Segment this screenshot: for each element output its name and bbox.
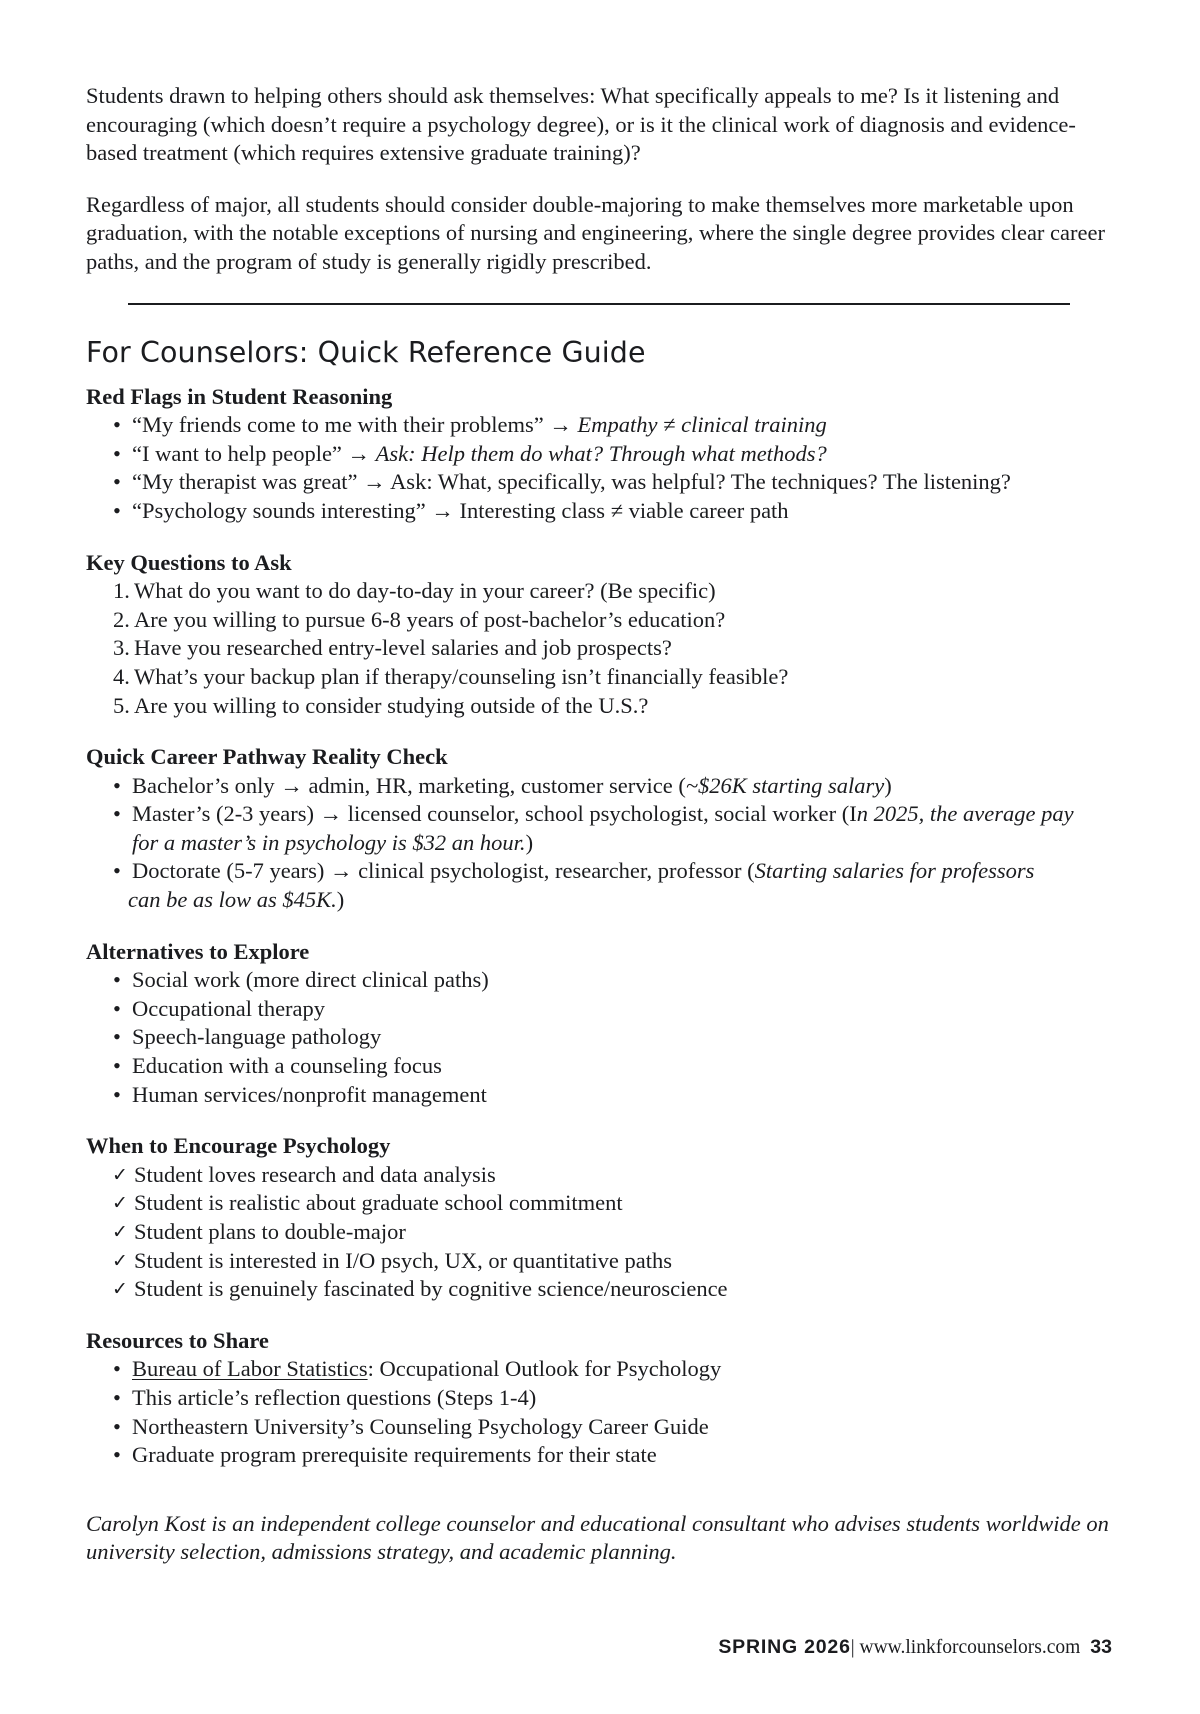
- footer-separator: |: [850, 1637, 860, 1658]
- pathway-roles: clinical psychologist, researcher, professor (: [358, 858, 755, 884]
- list-item: [86, 1275, 1120, 1304]
- pathway-note: can be as low as $45K.: [128, 887, 337, 913]
- checkmark-icon: ✓: [112, 1278, 128, 1301]
- page-footer: [718, 1635, 1112, 1660]
- list-item: [86, 772, 1120, 801]
- red-flags-list: [86, 411, 1120, 525]
- list-item: [86, 1161, 1120, 1190]
- pathway-degree: Bachelor’s only: [132, 772, 275, 798]
- resource-text: Graduate program prerequisite requirements for their state: [132, 1442, 657, 1468]
- alternatives-heading: Alternatives to Explore: [86, 938, 310, 964]
- paren-close: ): [884, 772, 892, 798]
- author-bio: Carolyn Kost is an independent college counselor and educational consultant who advises students worldwide on university selection, admissions strategy, and academic planning.: [86, 1510, 1109, 1565]
- resource-text: Northeastern University’s Counseling Psychology Career Guide: [132, 1413, 709, 1439]
- list-item: [86, 1441, 1120, 1470]
- list-item: [86, 606, 1120, 635]
- bullet-icon: •: [113, 469, 121, 495]
- pathway-note: n 2025, the average pay: [856, 801, 1074, 827]
- encourage-text: Student plans to double-major: [134, 1219, 406, 1244]
- bullet-icon: •: [113, 440, 121, 466]
- resource-text: : Occupational Outlook for Psychology: [367, 1356, 722, 1382]
- bullet-icon: •: [113, 1356, 121, 1382]
- question-text: What’s your backup plan if therapy/counseling isn’t financially feasible?: [134, 663, 789, 689]
- article-page: [86, 82, 1120, 1567]
- resource-text: This article’s reflection questions (Steps 1-4): [132, 1384, 537, 1410]
- list-item: [86, 1355, 1120, 1384]
- item-number: 3.: [113, 635, 130, 661]
- red-flag-response: Empathy ≠ clinical training: [577, 412, 827, 438]
- checkmark-icon: ✓: [112, 1192, 128, 1215]
- item-number: 4.: [113, 663, 130, 689]
- list-item: [86, 1189, 1120, 1218]
- list-item: [86, 1023, 1120, 1052]
- red-flag-response: Ask: Help them do what? Through what methods?: [375, 440, 827, 466]
- list-item: [86, 440, 1120, 469]
- resources-list: [86, 1355, 1120, 1469]
- pathway-roles: admin, HR, marketing, customer service (: [308, 772, 686, 798]
- list-item: [86, 692, 1120, 721]
- bullet-icon: •: [113, 1024, 121, 1050]
- pathway-degree: Master’s (2-3 years): [132, 801, 315, 827]
- resources-section: [86, 1327, 1120, 1470]
- encourage-section: [86, 1132, 1120, 1304]
- alternatives-section: [86, 938, 1120, 1110]
- encourage-text: Student is genuinely fascinated by cognitive science/neuroscience: [134, 1276, 728, 1302]
- red-flag-response: Interesting class ≠ viable career path: [459, 497, 789, 523]
- intro-paragraph-2: Regardless of major, all students should consider double-majoring to make themselves more marketable upon graduation, with the notable exceptions of nursing and engineering, where the single degree provides clear career paths, and the program of study is generally rigidly prescribed.: [86, 191, 1105, 274]
- list-item: [86, 577, 1120, 606]
- bls-link[interactable]: Bureau of Labor Statistics: [132, 1356, 368, 1382]
- item-number: 5.: [113, 692, 130, 718]
- red-flag-quote: “I want to help people”: [132, 440, 342, 466]
- list-item: [86, 634, 1120, 663]
- question-text: Have you researched entry-level salaries and job prospects?: [134, 635, 672, 661]
- pathway-note: Starting salaries for professors: [754, 858, 1035, 884]
- arrow-icon: →: [357, 469, 391, 495]
- list-item: [86, 468, 1120, 497]
- encourage-list: [86, 1161, 1120, 1304]
- paren-close: ): [525, 829, 534, 855]
- checkmark-icon: ✓: [112, 1249, 128, 1272]
- alternative-text: Human services/nonprofit management: [132, 1081, 487, 1107]
- intro-paragraph-1: Students drawn to helping others should ask themselves: What specifically appeals to me? Is it listening and encouraging (which doesn’t require a psychology degree), or is it the clinical work of diagnosis and evidence-based treatment (which requires extensive graduate training)?: [86, 83, 1076, 166]
- question-text: Are you willing to pursue 6-8 years of post-bachelor’s education?: [134, 606, 726, 632]
- resources-heading: Resources to Share: [86, 1327, 269, 1353]
- encourage-text: Student is interested in I/O psych, UX, or quantitative paths: [134, 1247, 673, 1273]
- bullet-icon: •: [113, 801, 121, 827]
- red-flags-heading: Red Flags in Student Reasoning: [86, 383, 393, 409]
- continuation-line: [132, 829, 1120, 858]
- bullet-icon: •: [113, 412, 121, 438]
- key-questions-section: [86, 549, 1120, 721]
- page-number: 33: [1090, 1636, 1112, 1658]
- alternative-text: Education with a counseling focus: [132, 1053, 442, 1079]
- bullet-icon: •: [113, 967, 121, 993]
- bullet-icon: •: [113, 1053, 121, 1079]
- list-item: [86, 1384, 1120, 1413]
- bullet-icon: •: [113, 1413, 121, 1439]
- section-divider: [128, 303, 1070, 305]
- list-item: [86, 1413, 1120, 1442]
- checkmark-icon: ✓: [112, 1163, 128, 1186]
- list-item: [86, 1218, 1120, 1247]
- encourage-text: Student is realistic about graduate school commitment: [134, 1190, 623, 1216]
- list-item: [86, 1081, 1120, 1110]
- bullet-icon: •: [113, 1384, 121, 1410]
- arrow-icon: →: [324, 858, 359, 884]
- list-item: [86, 1052, 1120, 1081]
- alternative-text: Social work (more direct clinical paths): [132, 967, 489, 993]
- bullet-icon: •: [113, 995, 121, 1021]
- alternatives-list: [86, 966, 1120, 1109]
- red-flags-section: [86, 383, 1120, 526]
- list-item: [86, 995, 1120, 1024]
- bullet-icon: •: [113, 1442, 121, 1468]
- alternative-text: Occupational therapy: [132, 995, 326, 1021]
- bullet-icon: •: [113, 497, 121, 523]
- arrow-icon: →: [314, 801, 348, 827]
- website-link[interactable]: www.linkforcounselors.com: [859, 1637, 1081, 1658]
- pathway-note: for a master’s in psychology is $32 an hour.: [132, 829, 526, 855]
- list-item: [86, 663, 1120, 692]
- bullet-icon: •: [113, 772, 121, 798]
- career-pathway-section: [86, 743, 1120, 915]
- alternative-text: Speech-language pathology: [132, 1024, 382, 1050]
- career-pathway-heading: Quick Career Pathway Reality Check: [86, 744, 448, 770]
- key-questions-list: [86, 577, 1120, 720]
- question-text: What do you want to do day-to-day in your career? (Be specific): [134, 578, 716, 604]
- red-flag-quote: “My therapist was great”: [132, 469, 358, 495]
- list-item: [86, 800, 1120, 857]
- paren-close: ): [336, 887, 345, 913]
- red-flag-response: Ask: What, specifically, was helpful? The techniques? The listening?: [390, 469, 1011, 495]
- encourage-heading: When to Encourage Psychology: [86, 1133, 391, 1159]
- arrow-icon: →: [341, 440, 376, 466]
- continuation-line: [128, 886, 1120, 915]
- list-item: [86, 411, 1120, 440]
- bullet-icon: •: [113, 1081, 121, 1107]
- pathway-note: ~$26K starting salary: [685, 772, 885, 798]
- career-pathway-list: [86, 772, 1120, 915]
- arrow-icon: →: [274, 772, 309, 798]
- list-item: [86, 1247, 1120, 1276]
- encourage-text: Student loves research and data analysis: [134, 1161, 496, 1187]
- bullet-icon: •: [113, 858, 121, 884]
- pathway-degree: Doctorate (5-7 years): [132, 858, 325, 884]
- issue-label: SPRING 2026: [718, 1636, 851, 1658]
- list-item: [86, 857, 1120, 914]
- arrow-icon: →: [543, 412, 578, 438]
- guide-title: For Counselors: Quick Reference Guide: [86, 335, 646, 369]
- key-questions-heading: Key Questions to Ask: [86, 549, 292, 575]
- item-number: 1.: [113, 578, 130, 604]
- list-item: [86, 497, 1120, 526]
- question-text: Are you willing to consider studying outside of the U.S.?: [134, 692, 649, 718]
- checkmark-icon: ✓: [112, 1221, 128, 1243]
- list-item: [86, 966, 1120, 995]
- pathway-roles: licensed counselor, school psychologist, social worker (I: [347, 801, 857, 827]
- item-number: 2.: [113, 606, 130, 632]
- red-flag-quote: “My friends come to me with their problems”: [132, 412, 544, 438]
- arrow-icon: →: [425, 497, 460, 523]
- red-flag-quote: “Psychology sounds interesting”: [132, 497, 426, 523]
